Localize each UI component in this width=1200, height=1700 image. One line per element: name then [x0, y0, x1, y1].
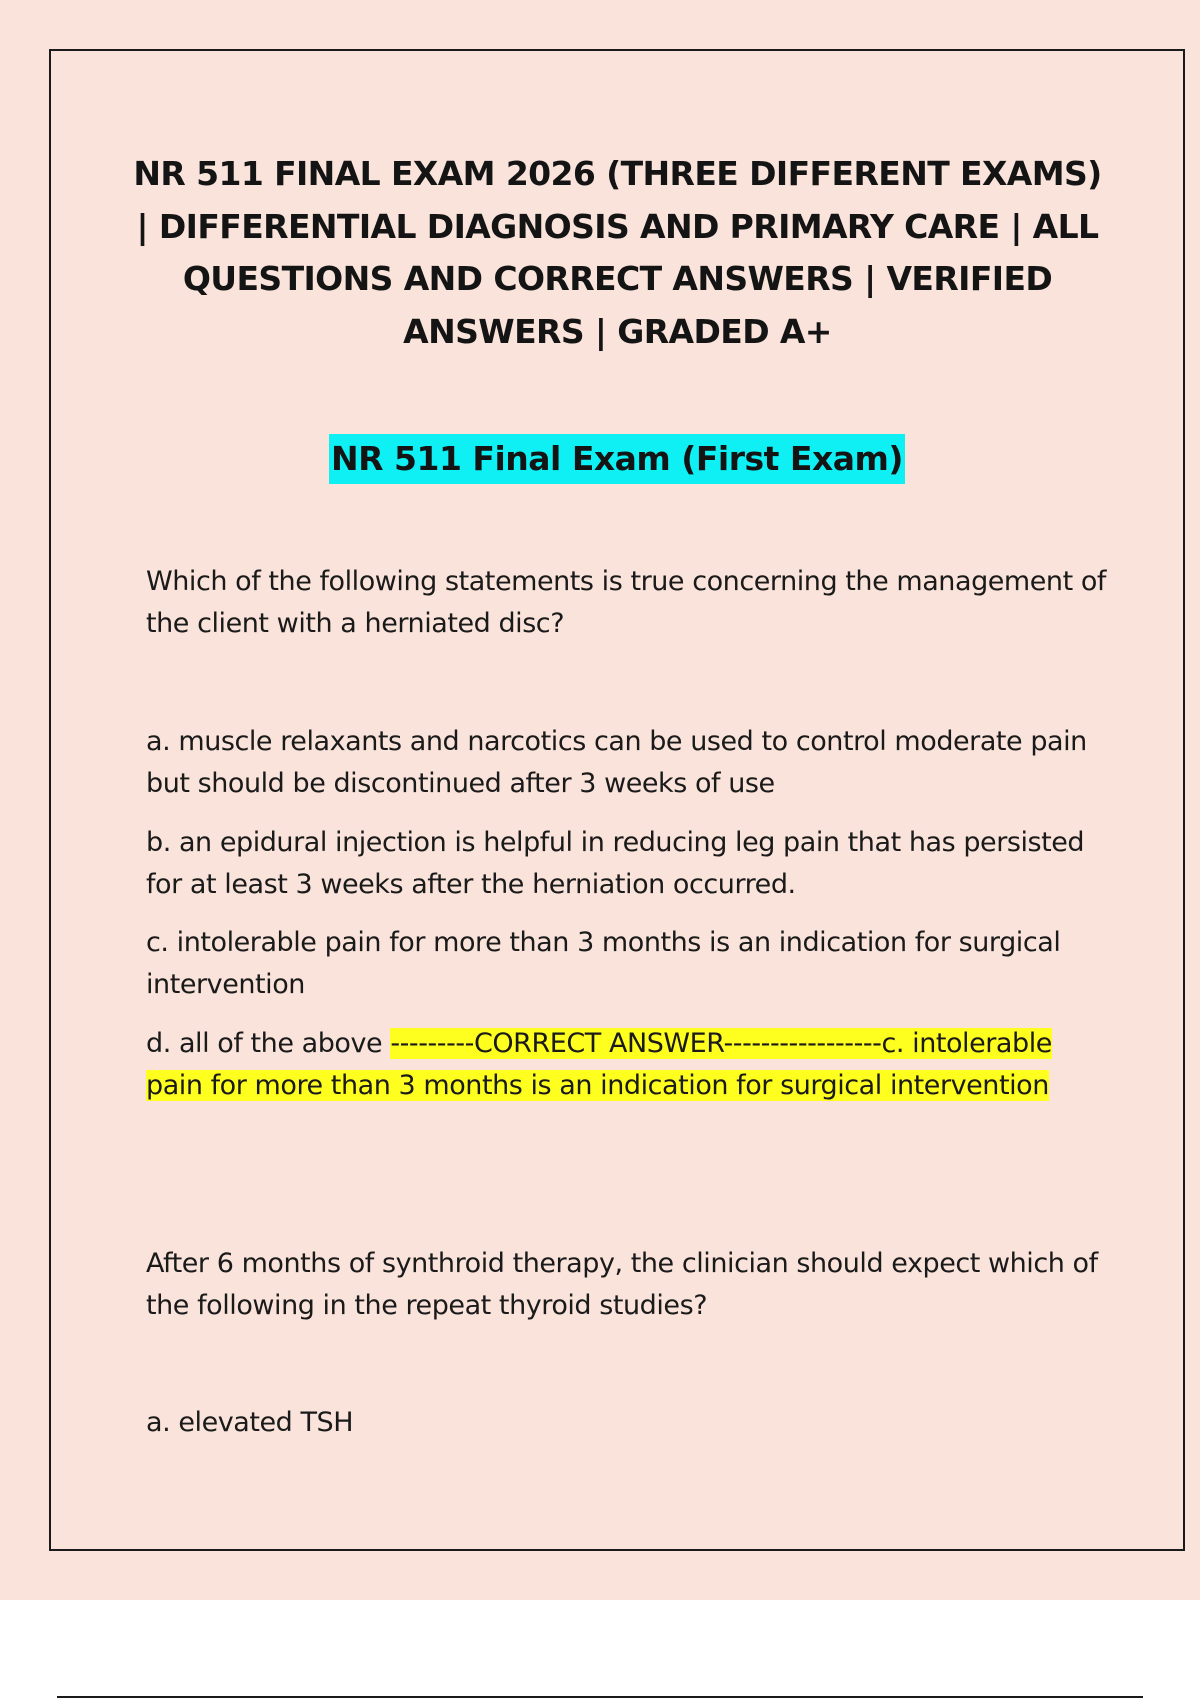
question-1-option-d	[146, 1023, 1106, 1107]
question-1-option-b: b. an epidural injection is helpful in reducing leg pain that has persisted for at least 3 weeks after the herniation occurred.	[146, 827, 1085, 900]
page-bottom-rule	[57, 1696, 1143, 1698]
question-1-option-a: a. muscle relaxants and narcotics can be used to control moderate pain but should be discontinued after 3 weeks of use	[146, 726, 1087, 799]
document-title: NR 511 FINAL EXAM 2026 (THREE DIFFERENT EXAMS) | DIFFERENTIAL DIAGNOSIS AND PRIMARY CARE | ALL QUESTIONS AND CORRECT ANSWERS | VERIFIED ANSWERS | GRADED A+	[133, 154, 1102, 351]
section-heading-container	[0, 434, 1200, 484]
correct-answer-highlight: ---------CORRECT ANSWER-----------------c. intolerable pain for more than 3 months is an indication for surgical intervention	[146, 1028, 1052, 1101]
section-heading: NR 511 Final Exam (First Exam)	[329, 434, 905, 484]
question-2-text: After 6 months of synthroid therapy, the clinician should expect which of the following in the repeat thyroid studies?	[146, 1248, 1098, 1321]
question-1-option-d-label: d. all of the above	[146, 1028, 383, 1059]
question-1-text: Which of the following statements is true concerning the management of the client with a herniated disc?	[146, 566, 1106, 639]
question-1-option-c: c. intolerable pain for more than 3 months is an indication for surgical intervention	[146, 927, 1061, 1000]
question-2-option-a: a. elevated TSH	[146, 1407, 354, 1438]
